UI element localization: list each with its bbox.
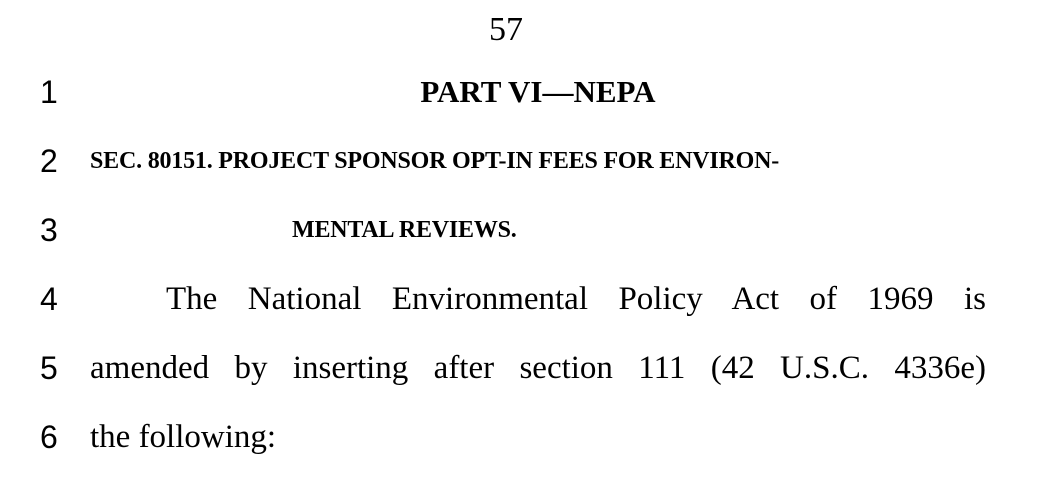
line-number: 4 xyxy=(40,281,58,317)
line-number: 5 xyxy=(40,350,58,386)
document-line xyxy=(0,139,1060,183)
body-text-line: The National Environmental Policy Act of 1969 is xyxy=(166,281,986,317)
page-number: 57 xyxy=(489,11,523,48)
line-number: 1 xyxy=(40,74,58,110)
line-number: 6 xyxy=(40,419,58,455)
part-heading: PART VI—NEPA xyxy=(420,74,656,109)
line-number: 2 xyxy=(40,143,58,179)
body-text-line: the following: xyxy=(90,419,277,455)
body-text-line: amended by inserting after section 111 (42 U.S.C. 4336e) xyxy=(90,350,986,386)
document-line xyxy=(0,208,1060,252)
section-heading-continuation: MENTAL REVIEWS. xyxy=(292,217,517,243)
document-line xyxy=(0,346,1060,390)
document-line xyxy=(0,70,1060,114)
section-heading: SEC. 80151. PROJECT SPONSOR OPT-IN FEES FOR ENVIRON- xyxy=(90,148,780,174)
line-number: 3 xyxy=(40,212,58,248)
document-line xyxy=(0,277,1060,321)
document-line xyxy=(0,415,1060,459)
